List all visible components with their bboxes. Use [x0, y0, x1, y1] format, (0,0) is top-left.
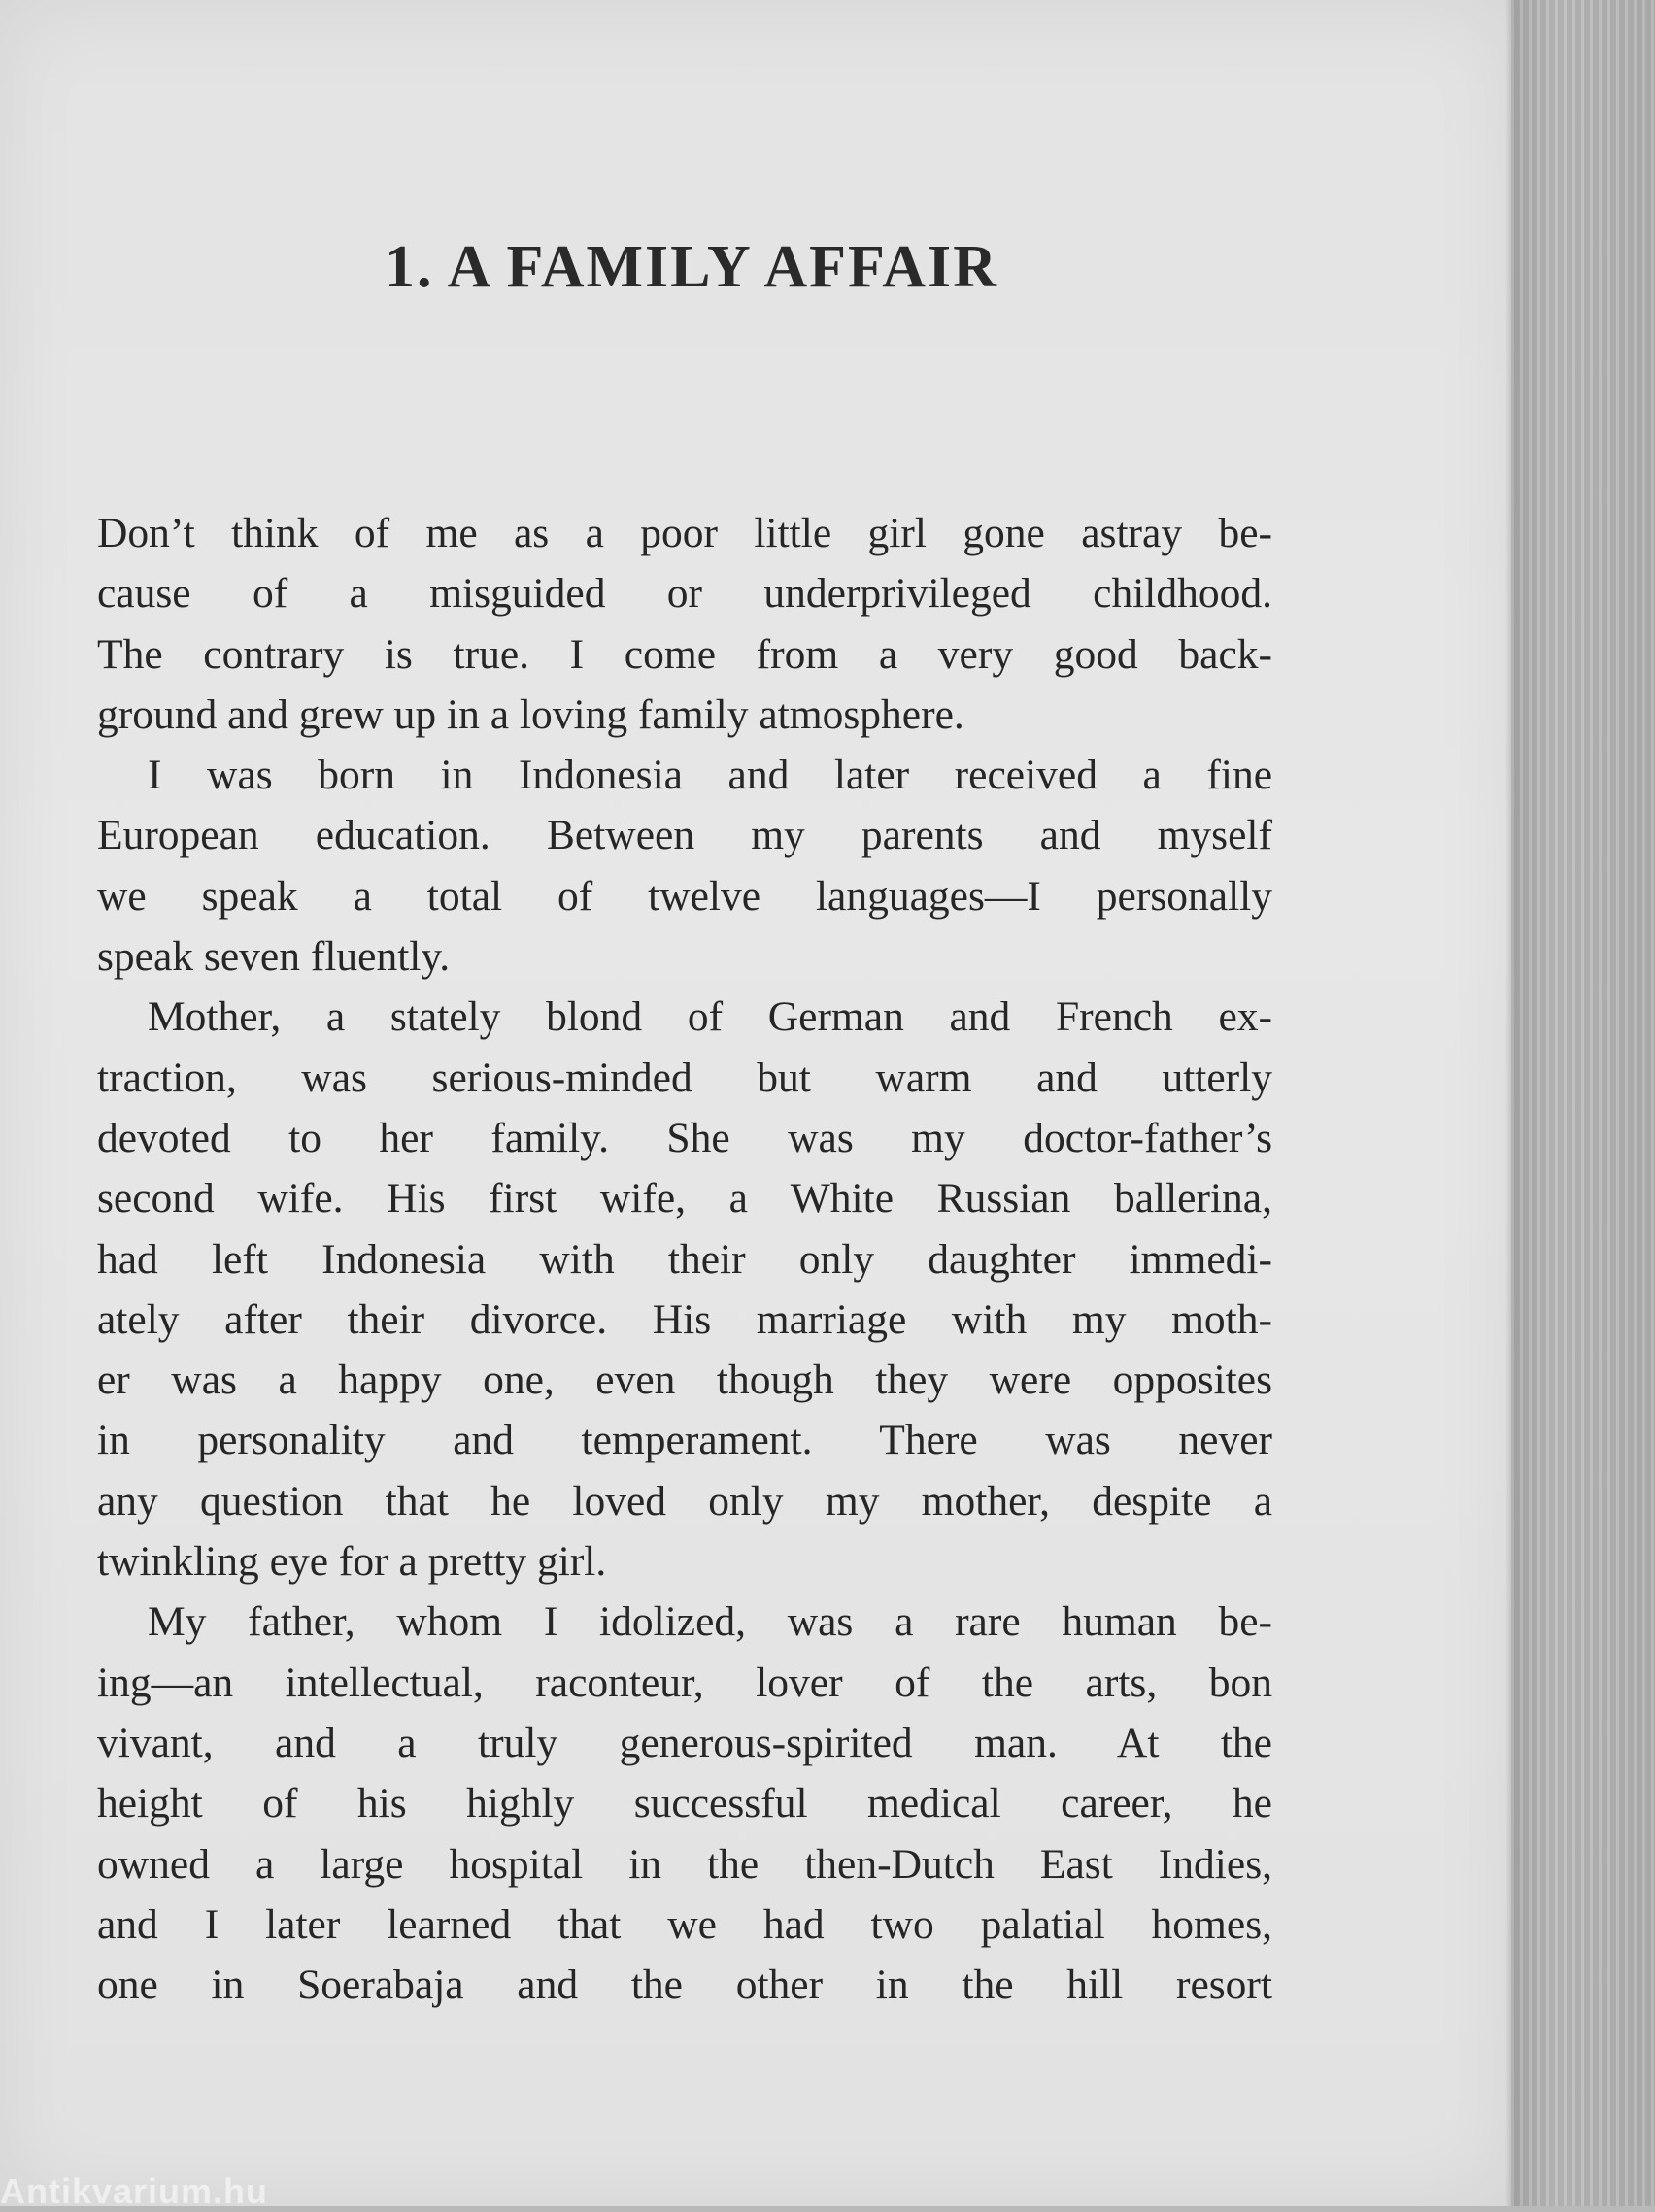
text-line: Don’t think of me as a poor little girl gone astray be-	[97, 510, 1272, 556]
text-line: owned a large hospital in the then-Dutch East Indies,	[97, 1840, 1272, 1888]
text-line: ing—an intellectual, raconteur, lover of the arts, bon	[97, 1659, 1272, 1706]
text-line: Mother, a stately blond of German and French ex-	[148, 993, 1272, 1041]
text-line: any question that he loved only my mother, despite a	[97, 1477, 1272, 1525]
text-line: My father, whom I idolized, was a rare human be-	[148, 1598, 1272, 1646]
text-line: we speak a total of twelve languages—I personally	[97, 872, 1272, 920]
text-line: European education. Between my parents and myself	[97, 812, 1272, 859]
text-line: er was a happy one, even though they were opposites	[97, 1357, 1272, 1404]
chapter-title: 1. A FAMILY AFFAIR	[385, 233, 998, 300]
chapter-body	[97, 503, 1272, 2015]
text-line: ground and grew up in a loving family atmosphere.	[97, 690, 964, 738]
text-line: vivant, and a truly generous-spirited man. At the	[97, 1719, 1272, 1766]
text-line: speak seven fluently.	[97, 933, 451, 981]
text-line: and I later learned that we had two palatial homes,	[97, 1900, 1272, 1948]
text-line: ately after their divorce. His marriage with my moth-	[97, 1295, 1272, 1343]
text-line: one in Soerabaja and the other in the hill resort	[97, 1961, 1272, 2009]
text-line: traction, was serious-minded but warm and utterly	[97, 1054, 1272, 1101]
text-line: second wife. His first wife, a White Russian ballerina,	[97, 1175, 1272, 1223]
watermark: Antikvarium.hu	[0, 2171, 269, 2211]
text-line: had left Indonesia with their only daughter immedi-	[97, 1235, 1272, 1283]
book-page-stack	[1511, 0, 1655, 2206]
text-line: The contrary is true. I come from a very good back-	[97, 630, 1272, 678]
text-line: devoted to her family. She was my doctor-father’s	[97, 1114, 1272, 1161]
text-line: I was born in Indonesia and later received a fine	[148, 752, 1272, 799]
text-line: cause of a misguided or underprivileged childhood.	[97, 570, 1272, 618]
text-line: height of his highly successful medical career, he	[97, 1780, 1272, 1827]
text-line: in personality and temperament. There was never	[97, 1417, 1272, 1464]
text-line: twinkling eye for a pretty girl.	[97, 1538, 607, 1586]
